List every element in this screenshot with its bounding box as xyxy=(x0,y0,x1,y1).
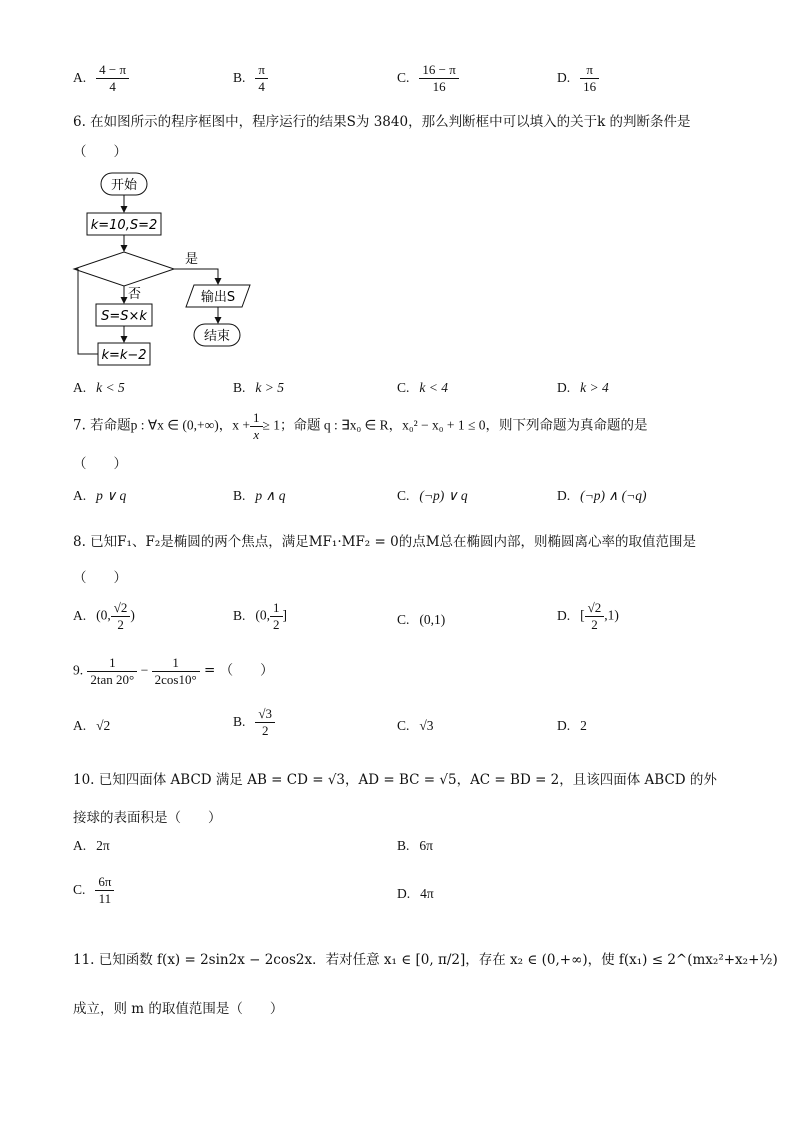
q6-option-c[interactable]: C. k < 4 xyxy=(397,380,448,395)
q10-option-c[interactable]: C. $\frac{6\pi}{11}$ xyxy=(73,874,114,906)
q7-option-b[interactable]: B. p ∧ q xyxy=(233,488,286,503)
q10-stem-line1: 10. 已知四面体 ABCD 满足 AB = CD = √3，AD = BC = √5，AC = BD = 2，且该四面体 ABCD 的外 xyxy=(73,772,717,788)
flow-init-label: k=10,S=2 xyxy=(90,218,158,233)
flow-decision-diamond xyxy=(74,252,174,286)
q10-option-d[interactable]: D. 4π xyxy=(397,886,434,901)
q7-stem: 7. 若命题p : ∀x ∈ (0,+∞)，x + $\frac{1}{x}$ ≥ 1；命题 q : ∃x₀ ∈ R，x₀² − x₀ + 1 ≤ 0，则下列命题为真命题的是 xyxy=(73,410,648,442)
q7-answer-paren: （ ） xyxy=(73,456,127,472)
q6-option-d[interactable]: D. k > 4 xyxy=(557,380,609,395)
q9-stem: 9. $\frac{1}{2\tan 20^\circ}$ − $\frac{1}{2\cos 10^\circ}$ = （ ） xyxy=(73,655,274,687)
q10-option-b[interactable]: B. 6π xyxy=(397,838,433,853)
q9-option-a[interactable]: A. √2 xyxy=(73,718,111,733)
q8-option-d[interactable]: D. [ $\frac{√2}{2}$ ,1) xyxy=(557,600,619,632)
q6-stem: 6. 在如图所示的程序框图中，程序运行的结果S为 3840，那么判断框中可以填入的关于k 的判断条件是 xyxy=(73,114,691,130)
q8-option-a-fraction: $\frac{√2}{2}$ xyxy=(111,600,131,632)
q8-stem: 8. 已知F₁、F₂是椭圆的两个焦点，满足MF₁·MF₂ = 0的点M总在椭圆内部，则椭圆离心率的取值范围是 xyxy=(73,534,697,550)
q8-option-a[interactable]: A. (0, $\frac{√2}{2}$ ) xyxy=(73,600,135,632)
q10-option-a[interactable]: A. 2π xyxy=(73,838,110,853)
q8-option-c[interactable]: C. (0,1) xyxy=(397,612,446,627)
q5-option-d-fraction: $\frac{\pi}{16}$ xyxy=(580,62,599,94)
q9-option-b-fraction: $\frac{√3}{2}$ xyxy=(255,706,275,738)
q10-stem-line2: 接球的表面积是（ ） xyxy=(73,810,222,826)
q9-option-b[interactable]: B. $\frac{√3}{2}$ xyxy=(233,706,275,738)
flow-start-label: 开始 xyxy=(110,178,138,193)
q8-option-b-fraction: $\frac{1}{2}$ xyxy=(270,600,283,632)
q8-option-b[interactable]: B. (0, $\frac{1}{2}$ ] xyxy=(233,600,288,632)
q9-option-d[interactable]: D. 2 xyxy=(557,718,587,733)
q7-option-a[interactable]: A. p ∨ q xyxy=(73,488,127,503)
q6-option-b[interactable]: B. k > 5 xyxy=(233,380,284,395)
q9-fraction-1: $\frac{1}{2\tan 20^\circ}$ xyxy=(87,655,137,687)
q8-answer-paren: （ ） xyxy=(73,570,127,586)
q5-option-b[interactable]: B. $\frac{\pi}{4}$ xyxy=(233,62,268,94)
q10-option-c-fraction: $\frac{6\pi}{11}$ xyxy=(95,874,114,906)
q5-option-a[interactable]: A. $\frac{4 - \pi}{4}$ xyxy=(73,62,129,94)
q6-answer-paren: （ ） xyxy=(73,144,127,160)
q5-option-c-fraction: $\frac{16 - \pi}{16}$ xyxy=(419,62,458,94)
q5-option-d[interactable]: D. $\frac{\pi}{16}$ xyxy=(557,62,599,94)
q9-option-c[interactable]: C. √3 xyxy=(397,718,434,733)
q11-stem: 11. 已知函数 f(x) = 2sin2x − 2cos2x．若对任意 x₁ ∈ [0, π/2]，存在 x₂ ∈ (0,+∞)，使 f(x₁) ≤ 2^(mx₂²+x₂+½) xyxy=(73,952,778,968)
q11-stem-line2: 成立，则 m 的取值范围是（ ） xyxy=(73,1001,284,1017)
flow-end-label: 结束 xyxy=(203,329,231,344)
q5-option-b-fraction: $\frac{\pi}{4}$ xyxy=(255,62,268,94)
q7-fraction: $\frac{1}{x}$ xyxy=(250,410,263,442)
q6-option-a[interactable]: A. k < 5 xyxy=(73,380,125,395)
q6-flowchart xyxy=(70,168,270,370)
flow-output-label: 输出S xyxy=(200,290,236,305)
q7-option-d[interactable]: D. (¬p) ∧ (¬q) xyxy=(557,488,647,503)
flow-yes-arrow xyxy=(174,269,218,284)
q5-option-a-fraction: $\frac{4 - \pi}{4}$ xyxy=(96,62,129,94)
flow-no-label: 否 xyxy=(128,287,142,302)
flow-step1-label: S=S×k xyxy=(101,309,147,324)
q5-option-c[interactable]: C. $\frac{16 - \pi}{16}$ xyxy=(397,62,459,94)
flow-yes-label: 是 xyxy=(185,252,199,267)
q8-option-d-fraction: $\frac{√2}{2}$ xyxy=(585,600,605,632)
flow-loop-back xyxy=(74,269,98,354)
q7-option-c[interactable]: C. (¬p) ∨ q xyxy=(397,488,468,503)
flow-step2-label: k=k−2 xyxy=(101,348,147,363)
q9-fraction-2: $\frac{1}{2\cos 10^\circ}$ xyxy=(152,655,200,687)
